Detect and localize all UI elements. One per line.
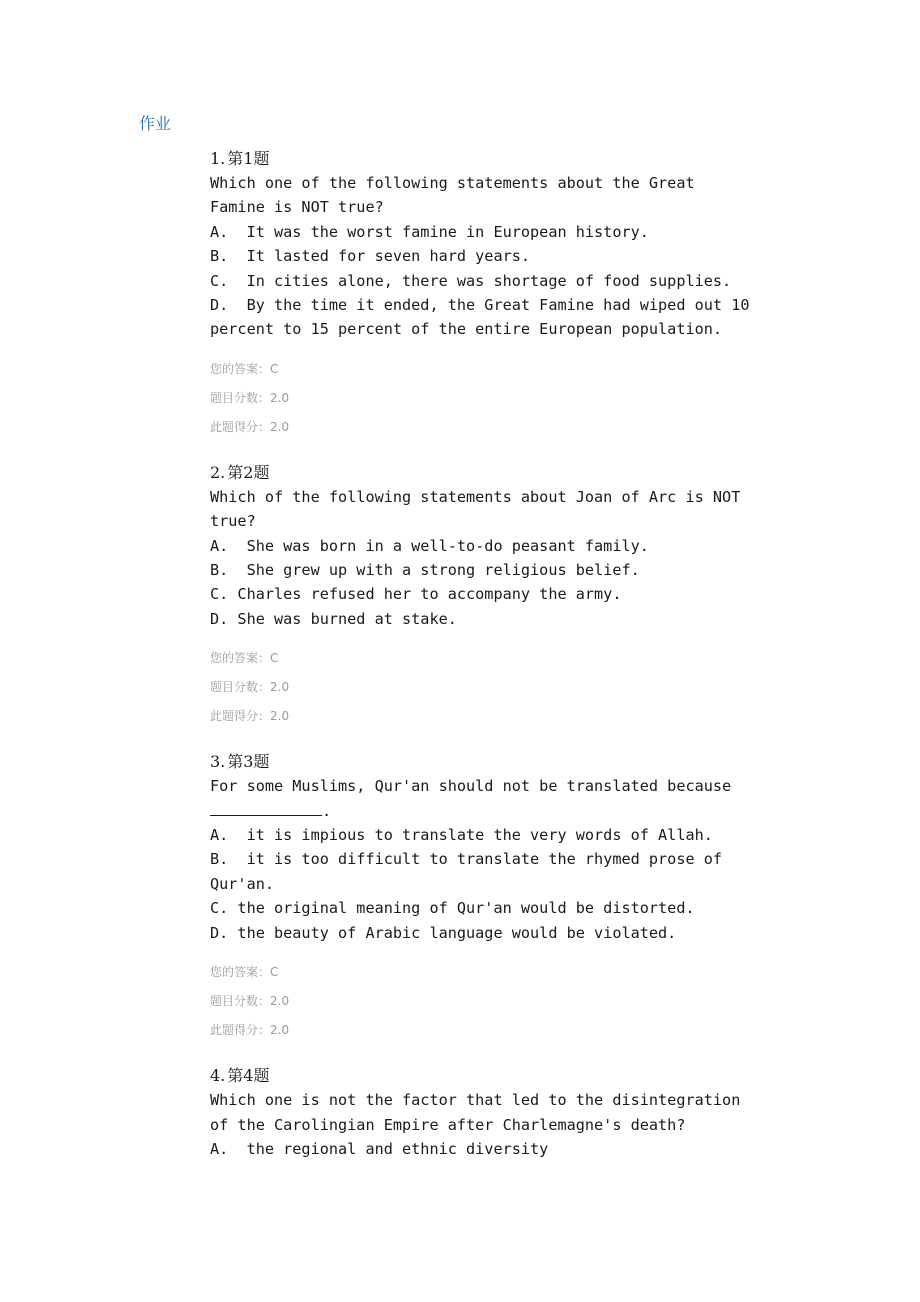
- question-text-line: true?: [210, 512, 256, 531]
- question-number: 4.: [210, 1066, 226, 1086]
- earned-score: 此题得分：2.0: [210, 709, 290, 724]
- option-d: D. She was burned at stake.: [210, 609, 457, 628]
- question-2: [210, 461, 770, 731]
- question-score: 题目分数：2.0: [210, 994, 290, 1009]
- option-b-continued: Qur'an.: [210, 874, 275, 893]
- question-number: 1.: [210, 149, 226, 168]
- question-text-line: Which one is not the factor that led to the disintegration: [210, 1091, 741, 1110]
- option-c: C. the original meaning of Qur'an would be distorted.: [210, 899, 695, 918]
- question-1: [210, 147, 770, 442]
- your-answer: 您的答案：C: [210, 651, 279, 666]
- option-a: A. She was born in a well-to-do peasant family.: [210, 536, 649, 555]
- question-label: 第4题: [227, 1066, 270, 1086]
- option-a: A. the regional and ethnic diversity: [210, 1139, 549, 1158]
- fill-in-blank: [210, 799, 770, 823]
- answer-meta: [210, 644, 770, 731]
- your-answer: 您的答案：C: [210, 965, 279, 980]
- option-b: B. She grew up with a strong religious belief.: [210, 561, 640, 580]
- question-text-line: Which of the following statements about Joan of Arc is NOT: [210, 487, 741, 506]
- blank-line: [210, 801, 322, 816]
- option-c: C. In cities alone, there was shortage of food supplies.: [210, 271, 732, 290]
- section-title: 作业: [139, 114, 172, 133]
- option-c: C. Charles refused her to accompany the army.: [210, 585, 622, 604]
- question-4: [210, 1064, 770, 1161]
- question-text-line: of the Carolingian Empire after Charlemagne's death?: [210, 1115, 686, 1134]
- question-text-line: Famine is NOT true?: [210, 198, 384, 217]
- question-heading: [210, 461, 770, 485]
- option-d: D. By the time it ended, the Great Famine had wiped out 10: [210, 296, 750, 315]
- option-d: D. the beauty of Arabic language would be violated.: [210, 923, 677, 942]
- answer-meta: [210, 958, 770, 1045]
- question-score: 题目分数：2.0: [210, 390, 290, 405]
- question-label: 第3题: [227, 752, 270, 772]
- earned-score: 此题得分：2.0: [210, 1023, 290, 1038]
- question-heading: [210, 1064, 770, 1088]
- option-b: B. it is too difficult to translate the rhymed prose of: [210, 850, 723, 869]
- question-score: 题目分数：2.0: [210, 680, 290, 695]
- question-number: 3.: [210, 752, 226, 772]
- option-a: A. It was the worst famine in European history.: [210, 222, 649, 241]
- question-text-line: Which one of the following statements about the Great: [210, 174, 695, 192]
- question-heading: [210, 750, 770, 774]
- question-label: 第1题: [227, 149, 270, 168]
- question-text-line: For some Muslims, Qur'an should not be translated because: [210, 777, 732, 796]
- question-number: 2.: [210, 462, 226, 482]
- question-3: [210, 750, 770, 1045]
- question-label: 第2题: [227, 462, 270, 482]
- homework-content: [210, 147, 770, 1161]
- option-a: A. it is impious to translate the very words of Allah.: [210, 826, 713, 845]
- question-heading: [210, 147, 770, 171]
- earned-score: 此题得分：2.0: [210, 419, 290, 434]
- your-answer: 您的答案：C: [210, 361, 279, 376]
- option-b: B. It lasted for seven hard years.: [210, 247, 531, 266]
- option-d-continued: percent to 15 percent of the entire European population.: [210, 320, 723, 339]
- blank-suffix: .: [322, 801, 332, 820]
- answer-meta: [210, 355, 770, 442]
